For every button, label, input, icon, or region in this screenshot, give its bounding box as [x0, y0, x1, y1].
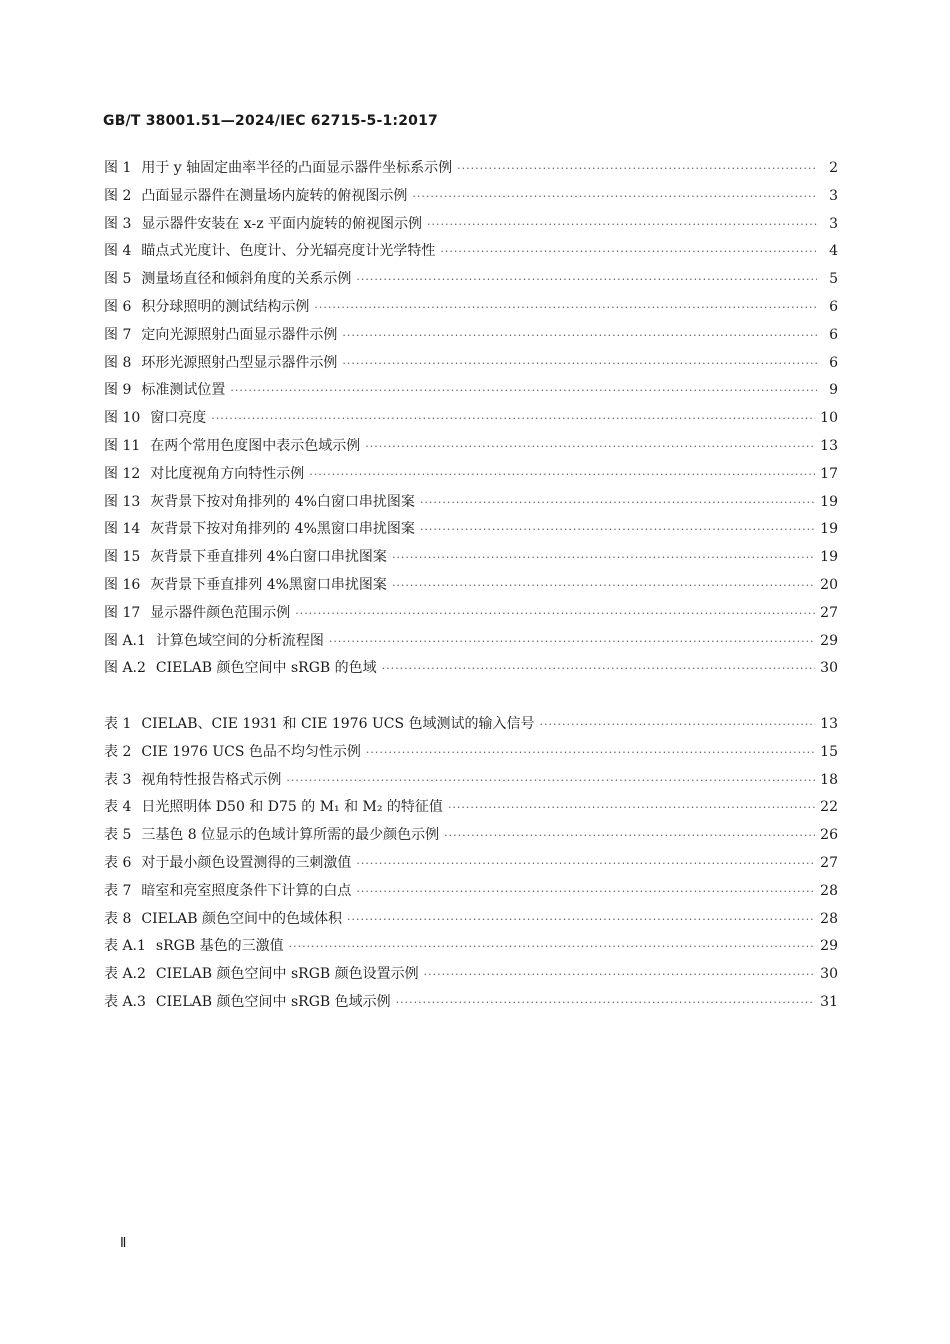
- entry-label: 图 12: [104, 465, 141, 482]
- dot-leader: [342, 322, 817, 350]
- entry-page-number: 19: [820, 493, 838, 510]
- entry-title: 视角特性报告格式示例: [141, 771, 282, 788]
- entry-label: 表 1: [104, 716, 132, 732]
- entry-label: 表 3: [104, 771, 132, 788]
- figure-entry[interactable]: [104, 433, 838, 461]
- figure-entry[interactable]: [104, 322, 838, 350]
- dot-leader: [329, 628, 815, 656]
- dot-leader: [230, 377, 817, 405]
- table-list: [104, 711, 838, 1017]
- entry-label: 图 4: [104, 243, 132, 260]
- table-entry[interactable]: [104, 822, 838, 850]
- dot-leader: [309, 461, 815, 489]
- entry-label: 图 5: [104, 271, 132, 288]
- entry-title: 灰背景下垂直排列 4%白窗口串扰图案: [150, 549, 387, 566]
- entry-page-number: 5: [829, 271, 838, 288]
- entry-label: 图 7: [104, 326, 132, 343]
- figure-entry[interactable]: [104, 238, 838, 266]
- entry-page-number: 31: [820, 993, 838, 1010]
- entry-label: 图 17: [104, 604, 141, 621]
- entry-title: 灰背景下按对角排列的 4%黑窗口串扰图案: [150, 521, 415, 538]
- dot-leader: [392, 572, 815, 600]
- entry-title: 积分球照明的测试结构示例: [141, 298, 310, 315]
- entry-title: CIELAB、CIE 1931 和 CIE 1976 UCS 色域测试的输入信号: [141, 716, 535, 732]
- dot-leader: [540, 711, 816, 739]
- entry-label: 图 8: [104, 354, 132, 371]
- table-entry[interactable]: [104, 711, 838, 739]
- document-header: GB/T 38001.51—2024/IEC 62715-5-1:2017: [103, 113, 438, 129]
- entry-title: 对比度视角方向特性示例: [150, 465, 305, 482]
- entry-page-number: 19: [820, 521, 838, 538]
- entry-label: 图 A.1: [104, 632, 146, 649]
- entry-page-number: 2: [829, 160, 838, 176]
- entry-page-number: 29: [820, 632, 838, 649]
- dot-leader: [392, 544, 815, 572]
- entry-title: 环形光源照射凸型显示器件示例: [141, 354, 338, 371]
- entry-page-number: 9: [829, 382, 838, 399]
- table-entry[interactable]: [104, 850, 838, 878]
- dot-leader: [314, 294, 817, 322]
- table-entry[interactable]: [104, 989, 838, 1017]
- entry-page-number: 13: [820, 437, 838, 454]
- entry-label: 图 13: [104, 493, 141, 510]
- dot-leader: [382, 655, 816, 683]
- entry-page-number: 3: [829, 187, 838, 204]
- dot-leader: [347, 906, 815, 934]
- figure-entry[interactable]: [104, 516, 838, 544]
- entry-label: 表 4: [104, 799, 132, 816]
- entry-page-number: 27: [820, 854, 838, 871]
- entry-page-number: 22: [820, 799, 838, 816]
- entry-page-number: 29: [820, 938, 838, 955]
- figure-entry[interactable]: [104, 405, 838, 433]
- entry-label: 表 5: [104, 827, 132, 844]
- entry-page-number: 6: [829, 354, 838, 371]
- entry-title: CIE 1976 UCS 色品不均匀性示例: [141, 743, 361, 760]
- dot-leader: [211, 405, 815, 433]
- entry-title: 用于 y 轴固定曲率半径的凸面显示器件坐标系示例: [141, 160, 453, 176]
- entry-title: CIELAB 颜色空间中 sRGB 的色域: [155, 660, 377, 677]
- entry-title: 暗室和亮室照度条件下计算的白点: [141, 882, 352, 899]
- dot-leader: [365, 433, 815, 461]
- dot-leader: [356, 850, 815, 878]
- entry-title: 窗口亮度: [150, 410, 207, 427]
- entry-page-number: 13: [820, 716, 838, 732]
- entry-label: 图 15: [104, 549, 141, 566]
- dot-leader: [356, 266, 817, 294]
- entry-title: 凸面显示器件在测量场内旋转的俯视图示例: [141, 187, 408, 204]
- entry-title: 灰背景下按对角排列的 4%白窗口串扰图案: [150, 493, 415, 510]
- dot-leader: [286, 767, 815, 795]
- dot-leader: [424, 961, 816, 989]
- dot-leader: [396, 989, 816, 1017]
- entry-label: 图 11: [104, 437, 141, 454]
- entry-page-number: 28: [820, 910, 838, 927]
- entry-title: 灰背景下垂直排列 4%黑窗口串扰图案: [150, 576, 387, 593]
- entry-label: 表 6: [104, 854, 132, 871]
- entry-label: 表 8: [104, 910, 132, 927]
- figure-entry[interactable]: [104, 377, 838, 405]
- figure-entry[interactable]: [104, 572, 838, 600]
- entry-title: 显示器件安装在 x-z 平面内旋转的俯视图示例: [141, 215, 423, 232]
- entry-page-number: 6: [829, 326, 838, 343]
- figure-entry[interactable]: [104, 628, 838, 656]
- figure-entry[interactable]: [104, 211, 838, 239]
- entry-page-number: 26: [820, 827, 838, 844]
- figure-entry[interactable]: [104, 183, 838, 211]
- entry-title: 对于最小颜色设置测得的三刺激值: [141, 854, 352, 871]
- entry-title: 测量场直径和倾斜角度的关系示例: [141, 271, 352, 288]
- entry-label: 图 10: [104, 410, 141, 427]
- table-entry[interactable]: [104, 767, 838, 795]
- table-entry[interactable]: [104, 878, 838, 906]
- entry-title: 在两个常用色度图中表示色域示例: [150, 437, 361, 454]
- entry-page-number: 28: [820, 882, 838, 899]
- entry-label: 图 A.2: [104, 660, 146, 677]
- dot-leader: [412, 183, 817, 211]
- entry-label: 图 9: [104, 382, 132, 399]
- entry-page-number: 17: [820, 465, 838, 482]
- entry-page-number: 18: [820, 771, 838, 788]
- dot-leader: [356, 878, 815, 906]
- entry-title: 计算色域空间的分析流程图: [155, 632, 324, 649]
- entry-page-number: 15: [820, 743, 838, 760]
- dot-leader: [444, 822, 815, 850]
- figure-entry[interactable]: [104, 655, 838, 683]
- entry-title: 标准测试位置: [141, 382, 226, 399]
- table-entry[interactable]: [104, 961, 838, 989]
- entry-page-number: 27: [820, 604, 838, 621]
- figure-entry[interactable]: [104, 266, 838, 294]
- dot-leader: [366, 739, 815, 767]
- table-entry[interactable]: [104, 739, 838, 767]
- figure-list: [104, 155, 838, 683]
- entry-title: 日光照明体 D50 和 D75 的 M₁ 和 M₂ 的特征值: [141, 799, 443, 816]
- dot-leader: [342, 350, 817, 378]
- dot-leader: [295, 600, 815, 628]
- figure-entry[interactable]: [104, 544, 838, 572]
- dot-leader: [289, 933, 816, 961]
- figure-entry[interactable]: [104, 294, 838, 322]
- entry-title: 定向光源照射凸面显示器件示例: [141, 326, 338, 343]
- dot-leader: [457, 155, 817, 183]
- entry-label: 表 A.2: [104, 966, 146, 983]
- dot-leader: [420, 489, 815, 517]
- entry-page-number: 30: [820, 966, 838, 983]
- entry-label: 图 2: [104, 187, 132, 204]
- table-entry[interactable]: [104, 933, 838, 961]
- entry-label: 表 2: [104, 743, 132, 760]
- entry-title: 三基色 8 位显示的色域计算所需的最少颜色示例: [141, 827, 440, 844]
- entry-label: 图 1: [104, 160, 132, 176]
- entry-page-number: 6: [829, 298, 838, 315]
- entry-label: 表 A.1: [104, 938, 146, 955]
- entry-label: 图 14: [104, 521, 141, 538]
- page-number: Ⅱ: [120, 1236, 127, 1251]
- entry-page-number: 4: [829, 243, 838, 260]
- figure-entry[interactable]: [104, 155, 838, 183]
- table-entry[interactable]: [104, 794, 838, 822]
- table-entry[interactable]: [104, 906, 838, 934]
- entry-title: sRGB 基色的三激值: [155, 938, 284, 955]
- entry-label: 图 6: [104, 298, 132, 315]
- entry-label: 图 16: [104, 576, 141, 593]
- entry-title: CIELAB 颜色空间中的色域体积: [141, 910, 342, 927]
- entry-title: CIELAB 颜色空间中 sRGB 色域示例: [155, 993, 391, 1010]
- entry-page-number: 3: [829, 215, 838, 232]
- figure-entry[interactable]: [104, 461, 838, 489]
- entry-page-number: 10: [820, 410, 838, 427]
- entry-page-number: 19: [820, 549, 838, 566]
- figure-entry[interactable]: [104, 350, 838, 378]
- dot-leader: [440, 238, 817, 266]
- entry-page-number: 30: [820, 660, 838, 677]
- entry-label: 图 3: [104, 215, 132, 232]
- dot-leader: [420, 516, 815, 544]
- entry-label: 表 A.3: [104, 993, 146, 1010]
- figure-entry[interactable]: [104, 489, 838, 517]
- entry-label: 表 7: [104, 882, 132, 899]
- dot-leader: [448, 794, 815, 822]
- entry-title: 瞄点式光度计、色度计、分光辐亮度计光学特性: [141, 243, 436, 260]
- entry-page-number: 20: [820, 576, 838, 593]
- dot-leader: [427, 211, 817, 239]
- entry-title: CIELAB 颜色空间中 sRGB 颜色设置示例: [155, 966, 419, 983]
- entry-title: 显示器件颜色范围示例: [150, 604, 291, 621]
- figure-entry[interactable]: [104, 600, 838, 628]
